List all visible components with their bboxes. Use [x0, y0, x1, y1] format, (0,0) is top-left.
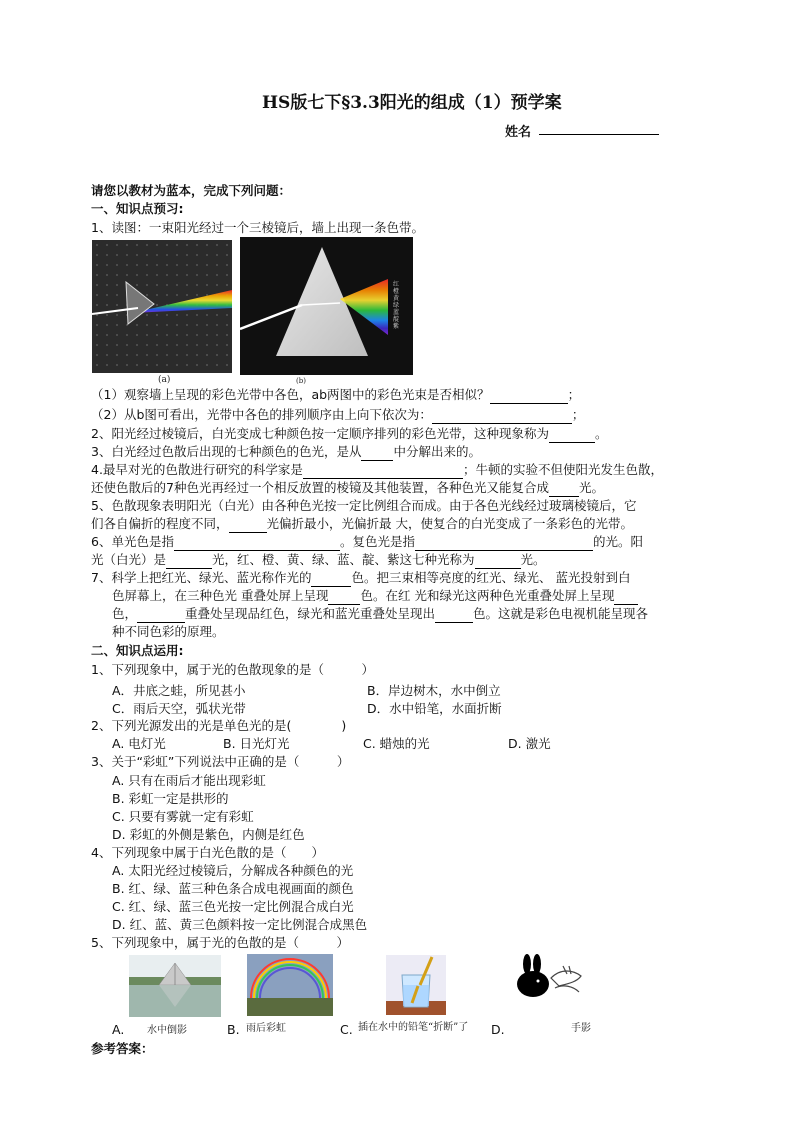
prism-a-graphic — [92, 240, 232, 373]
name-blank[interactable] — [539, 134, 659, 135]
q1-2-blank[interactable] — [432, 409, 572, 424]
prism-b-graphic — [240, 237, 413, 375]
s2-q1-stem: 1、下列现象中，属于光的色散现象的是（ ） — [91, 662, 374, 677]
s2-q2-option-c[interactable]: C. 蜡烛的光 — [363, 736, 430, 751]
caption-pencil: 插在水中的铅笔“折断”了 — [358, 1022, 469, 1033]
pencil-in-water-picture — [386, 955, 446, 1015]
s2-q2-stem: 2、下列光源发出的光是单色光的是( ) — [91, 718, 347, 733]
q4-blank2[interactable] — [549, 482, 579, 497]
reflection-graphic — [129, 955, 221, 1017]
s2-q4-option-d[interactable]: D. 红、蓝、黄三色颜料按一定比例混合成黑色 — [112, 917, 368, 932]
intro-text: 请您以教材为蓝本，完成下列问题： — [91, 183, 292, 198]
q6-blank1[interactable] — [174, 536, 340, 551]
reflection-picture — [129, 955, 221, 1017]
q4-line2: 还使色散后的7种色光再经过一个相反放置的棱镜及其他装置，各种色光又能复合成 光。 — [91, 480, 604, 495]
q7-blank1[interactable] — [311, 572, 351, 587]
page-title: HS版七下§3.3阳光的组成（1）预学案 — [262, 93, 562, 113]
caption-reflection: 水中倒影 — [147, 1025, 187, 1036]
s2-q3-option-c[interactable]: C. 只要有雾就一定有彩虹 — [112, 809, 254, 824]
s2-q2-option-b[interactable]: B. 日光灯光 — [223, 736, 290, 751]
s2-q4-option-b[interactable]: B. 红、绿、蓝三种色条合成电视画面的颜色 — [112, 881, 354, 896]
s2-q2-option-a[interactable]: A. 电灯光 — [112, 736, 166, 751]
image-a-label: (a) — [158, 375, 171, 385]
section2-heading: 二、知识点运用: — [91, 643, 184, 658]
q1-1: （1）观察墙上呈现的彩色光带中各色，ab两图中的彩色光束是否相似？ ； — [91, 387, 581, 402]
caption-rainbow: 雨后彩虹 — [246, 1023, 286, 1034]
q6-blank2[interactable] — [415, 536, 593, 551]
name-label: 姓名 — [505, 125, 532, 140]
q2: 2、阳光经过棱镜后，白光变成七种颜色按一定顺序排列的彩色光带，这种现象称为 。 — [91, 426, 608, 441]
q7-line3: 色， 重叠处呈现品红色，绿光和蓝光重叠处呈现出 色。这就是彩色电视机能呈现各 — [112, 606, 649, 621]
q7-blank4[interactable] — [137, 608, 185, 623]
q1-1-blank[interactable] — [490, 389, 568, 404]
s2-q4-stem: 4、下列现象中属于白光色散的是（ ） — [91, 845, 324, 860]
s2-q1-option-d[interactable]: D．水中铅笔，水面折断 — [367, 701, 502, 716]
q6-line2: 光（白光）是 光，红、橙、黄、绿、蓝、靛、紫这七种光称为 光。 — [91, 552, 546, 567]
q7-blank2[interactable] — [328, 590, 360, 605]
rainbow-picture — [247, 954, 333, 1016]
q1-2: （2）从b图可看出，光带中各色的排列顺序由上向下依次为： ； — [91, 407, 585, 422]
image-b-label: (b) — [296, 377, 306, 385]
s2-q5-stem: 5、下列现象中，属于光的色散的是（ ） — [91, 935, 349, 950]
q4-blank1[interactable] — [303, 464, 463, 479]
rainbow-graphic — [247, 954, 333, 1016]
s2-q5-option-a[interactable]: A. — [112, 1022, 125, 1037]
answers-heading: 参考答案： — [91, 1041, 154, 1056]
hand-shadow-picture — [507, 952, 587, 1010]
q4-line1: 4.最早对光的色散进行研究的科学家是 ；牛顿的实验不但使阳光发生色散， — [91, 462, 663, 477]
q7-line2: 色屏幕上，在三种色光 重叠处屏上呈现 色。在红 光和绿光这两种色光重叠处屏上呈现 — [112, 587, 638, 605]
s2-q1-option-c[interactable]: C．雨后天空，弧状光带 — [112, 701, 246, 716]
s2-q2-option-d[interactable]: D. 激光 — [508, 736, 551, 751]
s2-q3-option-a[interactable]: A. 只有在雨后才能出现彩虹 — [112, 773, 266, 788]
q3-blank[interactable] — [361, 446, 393, 461]
q6-blank4[interactable] — [475, 554, 521, 569]
q5-line1: 5、色散现象表明阳光（白光）由各种色光按一定比例组合而成。由于各色光线经过玻璃棱镜后，它 — [91, 498, 637, 513]
s2-q3-stem: 3、关于“彩虹”下列说法中正确的是（ ） — [91, 754, 350, 769]
q6-blank3[interactable] — [166, 554, 212, 569]
s2-q5-option-c[interactable]: C. — [340, 1022, 353, 1037]
caption-hand-shadow: 手影 — [571, 1023, 591, 1034]
pencil-in-water-graphic — [386, 955, 446, 1015]
s2-q4-option-a[interactable]: A. 太阳光经过棱镜后，分解成各种颜色的光 — [112, 863, 354, 878]
q6-line1: 6、单光色是指 。复色光是指 的光。阳 — [91, 534, 643, 549]
prism-photo-b — [240, 237, 413, 375]
s2-q5-option-b[interactable]: B. — [227, 1022, 240, 1037]
q7-blank3[interactable] — [614, 590, 638, 605]
prism-photo-a — [92, 240, 232, 373]
q5-line2: 们各自偏折的程度不同， 光偏折最小，光偏折最 大，使复合的白光变成了一条彩色的光带。 — [91, 516, 633, 531]
q7-blank5[interactable] — [435, 608, 473, 623]
q7-line4: 种不同色彩的原理。 — [112, 624, 225, 639]
s2-q3-option-b[interactable]: B. 彩虹一定是拱形的 — [112, 791, 229, 806]
q3: 3、白光经过色散后出现的七种颜色的色光，是从 中分解出来的。 — [91, 444, 481, 459]
s2-q4-option-c[interactable]: C. 红、绿、蓝三色光按一定比例混合成白光 — [112, 899, 354, 914]
section1-heading: 一、知识点预习: — [91, 201, 184, 216]
q2-blank[interactable] — [549, 428, 595, 443]
spectrum-color-labels: 红橙黄绿蓝靛紫 — [393, 281, 400, 330]
s2-q3-option-d[interactable]: D. 彩虹的外侧是紫色，内侧是红色 — [112, 827, 305, 842]
q7-line1: 7、科学上把红光、绿光、蓝光称作光的 色。把三束相等亮度的红光、绿光、 蓝光投射到白 — [91, 570, 631, 585]
q1-text: 1、读图：一束阳光经过一个三棱镜后，墙上出现一条色带。 — [91, 220, 424, 235]
s2-q1-option-b[interactable]: B．岸边树木，水中倒立 — [367, 683, 501, 698]
s2-q5-option-d[interactable]: D. — [491, 1022, 505, 1037]
q5-blank[interactable] — [229, 518, 267, 533]
hand-shadow-graphic — [507, 952, 587, 1010]
s2-q1-option-a[interactable]: A．井底之蛙，所见甚小 — [112, 683, 246, 698]
